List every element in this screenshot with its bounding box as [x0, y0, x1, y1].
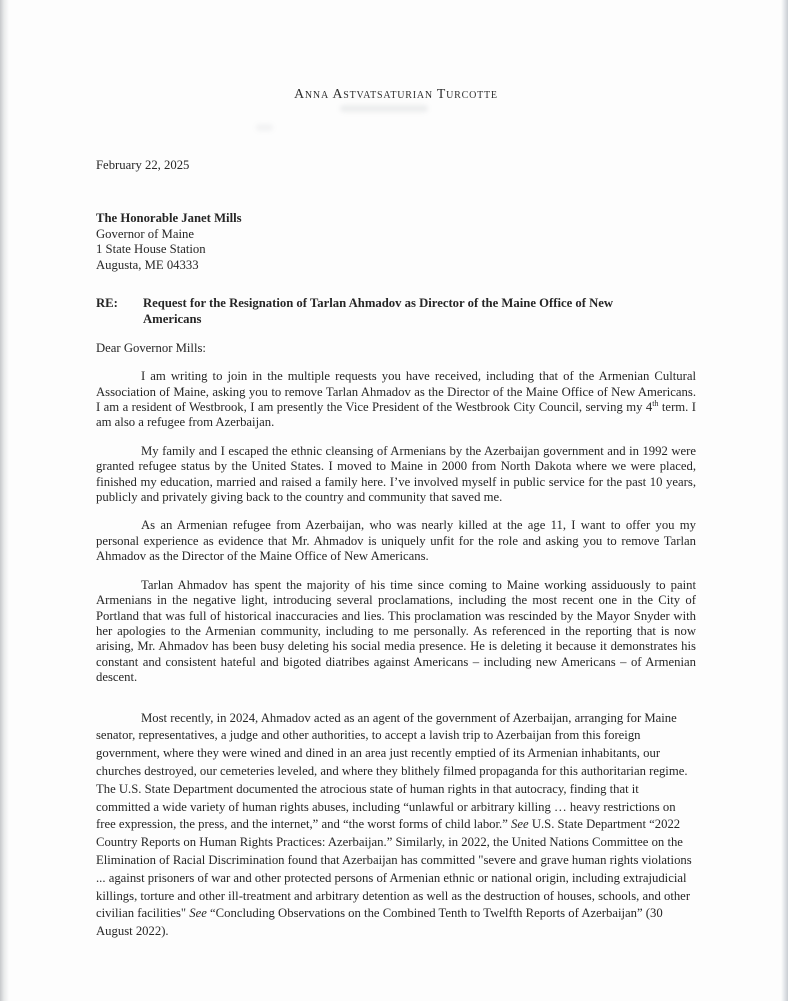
body-paragraph-1: I am writing to join in the multiple requests you have received, including that of the Armenian Cultural Association of Maine, asking you to remove Tarlan Ahmadov as the Director of the Maine Office of New Americans. I am a resident of Westbrook, I am presently the Vice President of the Westbrook City Council, serving my 4th term. I am also a refugee from Azerbaijan. — [96, 369, 696, 430]
recipient-block — [96, 211, 696, 274]
recipient-name: The Honorable Janet Mills — [96, 211, 242, 225]
subject-text: Request for the Resignation of Tarlan Ahmadov as Director of the Maine Office of New Americans — [143, 295, 614, 326]
body-paragraph-2: My family and I escaped the ethnic cleansing of Armenians by the Azerbaijan government and in 1992 were granted refugee status by the United States. I moved to Maine in 2000 from North Dakota where we were placed, finished my education, married and raised a family here. I’ve involved myself in public service for the past 10 years, publicly and privately giving back to the country and community that saved me. — [96, 443, 696, 505]
letterhead-name: Anna Astvatsaturian Turcotte — [294, 86, 498, 101]
body-paragraph-4: Tarlan Ahmadov has spent the majority of his time since coming to Maine working assiduously to paint Armenians in the negative light, introducing several proclamations, including the most recent one in the City of Portland that was full of historical inaccuracies and lies. This proclamation was rescinded by the Mayor Snyder with her apologies to the Armenian community, including to me personally. As referenced in the reporting that is now arising, Mr. Ahmadov has been busy deleting his social media presence. He is deleting it because it demonstrates his constant and consistent hateful and bigoted diatribes against Americans – including new Americans – of Armenian descent. — [96, 577, 696, 685]
letter-date: February 22, 2025 — [96, 158, 190, 172]
subject-line — [96, 296, 696, 327]
scan-edge-left — [0, 0, 9, 1001]
letter-body — [96, 0, 696, 941]
subject-label: RE: — [96, 295, 118, 310]
body-paragraph-3: As an Armenian refugee from Azerbaijan, who was nearly killed at the age 11, I want to offer you my personal experience as evidence that Mr. Ahmadov is uniquely unfit for the role and asking you to remove Tarlan Ahmadov as the Director of the Maine Office of New Americans. — [96, 518, 696, 564]
body-paragraph-5: Most recently, in 2024, Ahmadov acted as an agent of the government of Azerbaijan, arranging for Maine senator, representatives, a judge and other authorities, to accept a lavish trip to Azerbaijan from this foreign government, where they were wined and dined in an area just recently emptied of its Armenian inhabitants, our churches destroyed, our cemeteries leveled, and where they blithely filmed propaganda for this authoritarian regime. The U.S. State Department documented the atrocious state of human rights in that autocracy, finding that it committed a wide variety of human rights abuses, including “unlawful or arbitrary killing … heavy restrictions on free expression, the press, and the internet,” and “the worst forms of child labor.” See U.S. State Department “2022 Country Reports on Human Rights Practices: Azerbaijan.” Similarly, in 2022, the United Nations Committee on the Elimination of Racial Discrimination found that Azerbaijan has committed "severe and grave human rights violations ... against prisoners of war and other protected persons of Armenian ethnic or national origin, including extrajudicial killings, torture and other ill-treatment and arbitrary detention as well as the destruction of houses, schools, and other civilian facilities" See “Concluding Observations on the Combined Tenth to Twelfth Reports of Azerbaijan” (30 August 2022). — [96, 710, 692, 939]
salutation: Dear Governor Mills: — [96, 341, 206, 356]
recipient-address-line-1: 1 State House Station — [96, 242, 206, 257]
scan-edge-right — [781, 0, 788, 1001]
recipient-address-line-2: Augusta, ME 04333 — [96, 258, 199, 273]
recipient-title: Governor of Maine — [96, 226, 194, 241]
